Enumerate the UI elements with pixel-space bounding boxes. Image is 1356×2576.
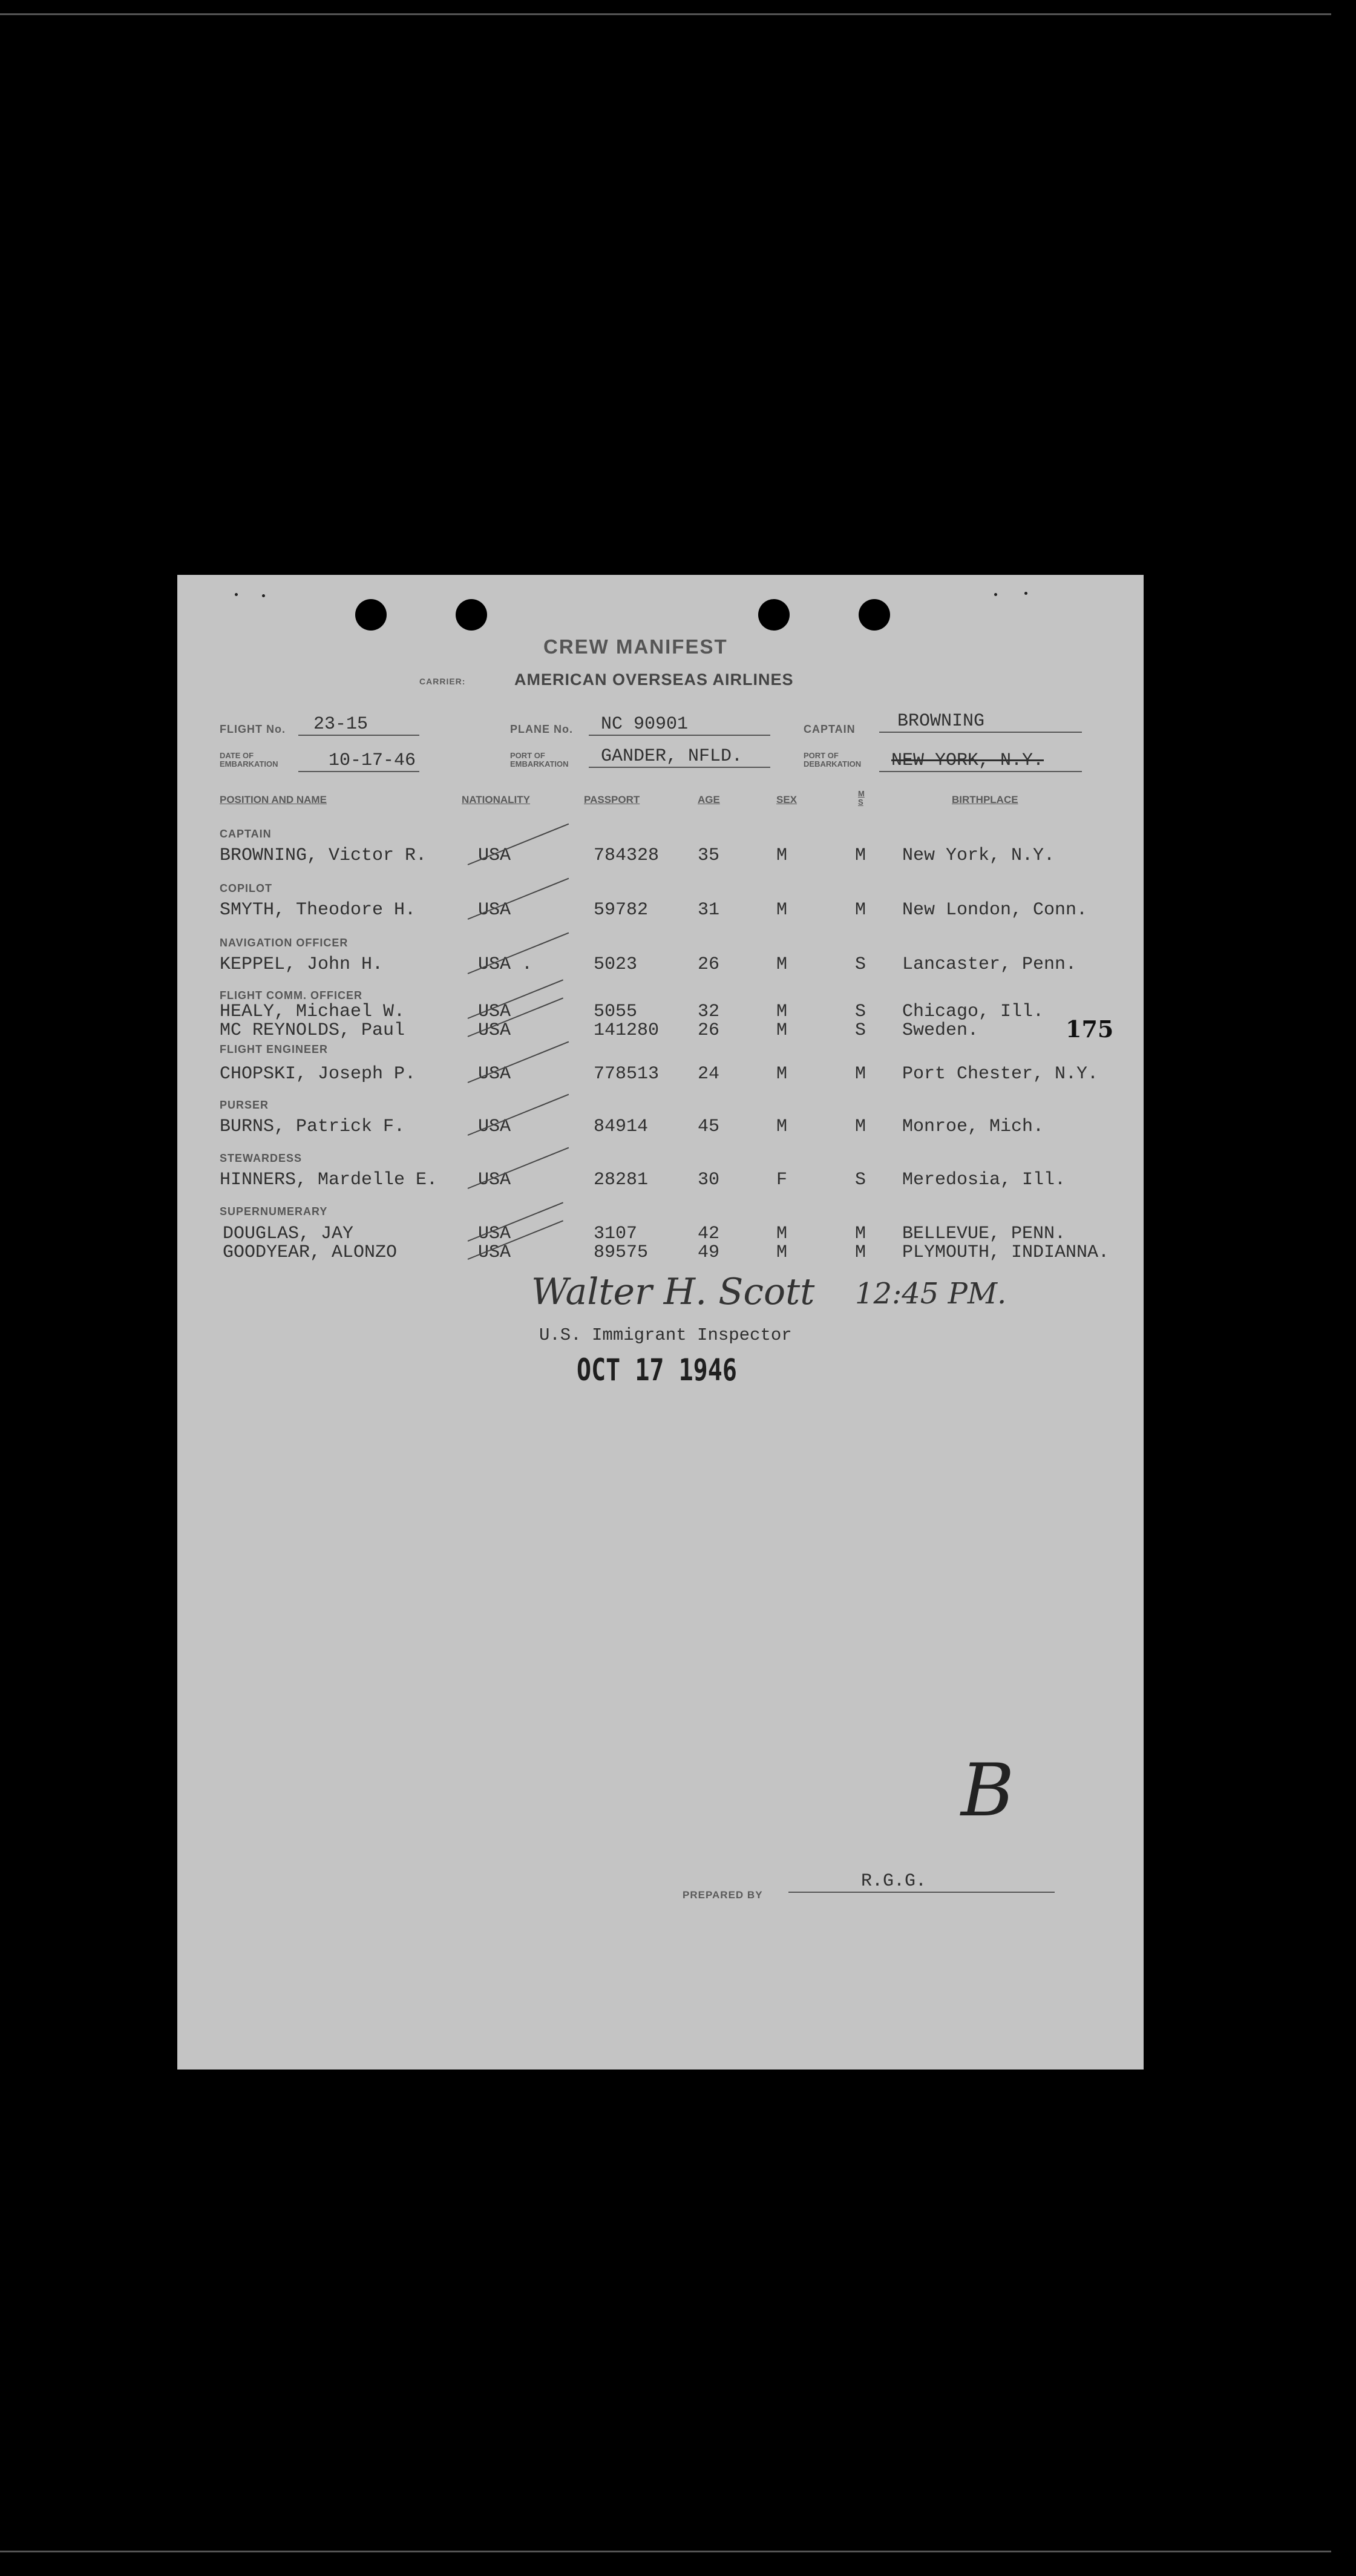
punch-hole [355, 599, 387, 631]
debark-label [804, 752, 861, 769]
crew-nationality: USA [478, 1020, 511, 1041]
position-purser: PURSER [220, 1099, 269, 1111]
crew-passport: 5055 [594, 1001, 638, 1022]
col-birthplace: BIRTHPLACE [952, 794, 1018, 805]
crew-nationality: USA [478, 1116, 511, 1137]
prepared-by-label: PREPARED BY [683, 1889, 763, 1901]
plane-value: NC 90901 [601, 714, 689, 735]
date-label-line2: EMBARKATION [220, 759, 278, 769]
flight-value: 23-15 [313, 714, 368, 735]
date-label-line1: DATE OF [220, 751, 254, 760]
punch-hole [456, 599, 487, 631]
top-edge-line [0, 13, 1331, 15]
crew-sex: M [776, 1224, 788, 1244]
date-value: 10-17-46 [329, 750, 416, 771]
crew-marital: M [855, 900, 866, 920]
handwritten-initial: B [961, 1749, 1015, 1833]
crew-passport: 3107 [594, 1224, 638, 1244]
check-mark [468, 824, 569, 865]
plane-number [589, 714, 770, 736]
inspector-signature: Walter H. Scott [531, 1271, 815, 1313]
crew-marital: S [855, 954, 866, 975]
date-stamp: OCT 17 1946 [577, 1352, 737, 1388]
crew-marital: S [855, 1170, 866, 1190]
crew-marital: M [855, 1064, 866, 1084]
crew-birthplace: Sweden. [902, 1020, 979, 1041]
crew-birthplace: Lancaster, Penn. [902, 954, 1077, 975]
crew-age: 49 [698, 1242, 720, 1263]
port-debarkation [879, 750, 1082, 772]
crew-passport: 141280 [594, 1020, 660, 1041]
col-position: POSITION AND NAME [220, 794, 327, 805]
crew-sex: M [776, 954, 788, 975]
date-label [220, 752, 278, 769]
crew-name: BURNS, Patrick F. [220, 1116, 405, 1137]
flight-label: FLIGHT No. [220, 723, 286, 735]
prepared-by-field [788, 1871, 1055, 1893]
inspector-title: U.S. Immigrant Inspector [539, 1325, 792, 1345]
page-title: CREW MANIFEST [543, 635, 728, 658]
crew-age: 42 [698, 1224, 720, 1244]
crew-name: GOODYEAR, ALONZO [223, 1242, 398, 1263]
crew-nationality: USA [478, 845, 511, 866]
crew-age: 35 [698, 845, 720, 866]
plane-label: PLANE No. [510, 723, 574, 735]
crew-nationality: USA . [478, 954, 533, 975]
punch-hole [758, 599, 790, 631]
port-embarkation [589, 746, 770, 768]
crew-marital: M [855, 1116, 866, 1137]
crew-sex: M [776, 900, 788, 920]
position-supernumerary: SUPERNUMERARY [220, 1205, 328, 1218]
crew-nationality: USA [478, 1001, 511, 1022]
position-stewardess: STEWARDESS [220, 1152, 303, 1164]
crew-sex: M [776, 1020, 788, 1041]
crew-name: HINNERS, Mardelle E. [220, 1170, 438, 1190]
port-value: GANDER, NFLD. [601, 746, 743, 767]
speck [235, 593, 238, 596]
check-mark [468, 1041, 569, 1083]
check-mark [468, 979, 563, 1019]
crew-marital: S [855, 1020, 866, 1041]
crew-name: DOUGLAS, JAY [223, 1224, 354, 1244]
crew-age: 30 [698, 1170, 720, 1190]
position-flight-engineer: FLIGHT ENGINEER [220, 1043, 329, 1055]
crew-name: KEPPEL, John H. [220, 954, 384, 975]
crew-marital: M [855, 845, 866, 866]
crew-nationality: USA [478, 1242, 511, 1263]
arrival-time-note: 12:45 PM. [855, 1277, 1007, 1311]
crew-passport: 89575 [594, 1242, 649, 1263]
crew-name: CHOPSKI, Joseph P. [220, 1064, 416, 1084]
crew-birthplace: Chicago, Ill. [902, 1001, 1044, 1022]
crew-passport: 778513 [594, 1064, 660, 1084]
crew-passport: 28281 [594, 1170, 649, 1190]
bottom-edge-line [0, 2551, 1331, 2552]
speck [262, 594, 265, 597]
carrier-name: AMERICAN OVERSEAS AIRLINES [514, 670, 794, 689]
crew-age: 26 [698, 1020, 720, 1041]
crew-name: BROWNING, Victor R. [220, 845, 427, 866]
crew-birthplace: New York, N.Y. [902, 845, 1055, 866]
speck [1024, 592, 1027, 595]
crew-passport: 784328 [594, 845, 660, 866]
crew-birthplace: New London, Conn. [902, 900, 1088, 920]
crew-birthplace: Port Chester, N.Y. [902, 1064, 1099, 1084]
crew-nationality: USA [478, 900, 511, 920]
captain-field [879, 711, 1082, 733]
crew-marital: M [855, 1224, 866, 1244]
flight-number [298, 714, 419, 736]
prepared-by-value: R.G.G. [861, 1871, 927, 1892]
crew-marital: M [855, 1242, 866, 1263]
col-marital: M S [858, 789, 865, 807]
crew-sex: M [776, 1116, 788, 1137]
col-passport: PASSPORT [584, 794, 640, 805]
crew-age: 32 [698, 1001, 720, 1022]
punch-hole [859, 599, 890, 631]
crew-nationality: USA [478, 1224, 511, 1244]
crew-marital: S [855, 1001, 866, 1022]
crew-passport: 59782 [594, 900, 649, 920]
crew-sex: M [776, 1242, 788, 1263]
embarkation-date [298, 750, 419, 772]
crew-sex: F [776, 1170, 788, 1190]
port-label-line2: EMBARKATION [510, 759, 569, 769]
crew-age: 45 [698, 1116, 720, 1137]
crew-age: 24 [698, 1064, 720, 1084]
position-captain: CAPTAIN [220, 828, 272, 840]
check-mark [468, 878, 569, 920]
col-nationality: NATIONALITY [462, 794, 531, 805]
debark-label-line2: DEBARKATION [804, 759, 862, 769]
crew-sex: M [776, 845, 788, 866]
crew-name: SMYTH, Theodore H. [220, 900, 416, 920]
captain-label: CAPTAIN [804, 723, 856, 735]
crew-name: MC REYNOLDS, Paul [220, 1020, 405, 1041]
check-mark [468, 1147, 569, 1189]
port-label [510, 752, 569, 769]
carrier-label: CARRIER: [419, 677, 466, 686]
crew-passport: 5023 [594, 954, 638, 975]
col-age: AGE [698, 794, 720, 805]
crew-nationality: USA [478, 1170, 511, 1190]
crew-birthplace: Meredosia, Ill. [902, 1170, 1066, 1190]
crew-age: 26 [698, 954, 720, 975]
speck [994, 593, 997, 596]
check-mark [468, 1202, 563, 1242]
debark-value: NEW YORK, N.Y. [891, 750, 1044, 771]
crew-sex: M [776, 1064, 788, 1084]
crew-passport: 84914 [594, 1116, 649, 1137]
crew-name: HEALY, Michael W. [220, 1001, 405, 1022]
position-navigation-officer: NAVIGATION OFFICER [220, 937, 349, 949]
port-label-line1: PORT OF [510, 751, 545, 760]
page-number: 175 [1066, 1015, 1114, 1043]
crew-birthplace: PLYMOUTH, INDIANNA. [902, 1242, 1110, 1263]
crew-birthplace: BELLEVUE, PENN. [902, 1224, 1066, 1244]
crew-sex: M [776, 1001, 788, 1022]
check-mark [468, 1094, 569, 1136]
position-flight-comm-officer: FLIGHT COMM. OFFICER [220, 989, 362, 1001]
debark-label-line1: PORT OF [804, 751, 839, 760]
position-copilot: COPILOT [220, 882, 272, 894]
crew-nationality: USA [478, 1064, 511, 1084]
crew-age: 31 [698, 900, 720, 920]
crew-manifest-document [177, 575, 1144, 2070]
crew-birthplace: Monroe, Mich. [902, 1116, 1044, 1137]
captain-value: BROWNING [897, 711, 985, 732]
col-sex: SEX [776, 794, 798, 805]
